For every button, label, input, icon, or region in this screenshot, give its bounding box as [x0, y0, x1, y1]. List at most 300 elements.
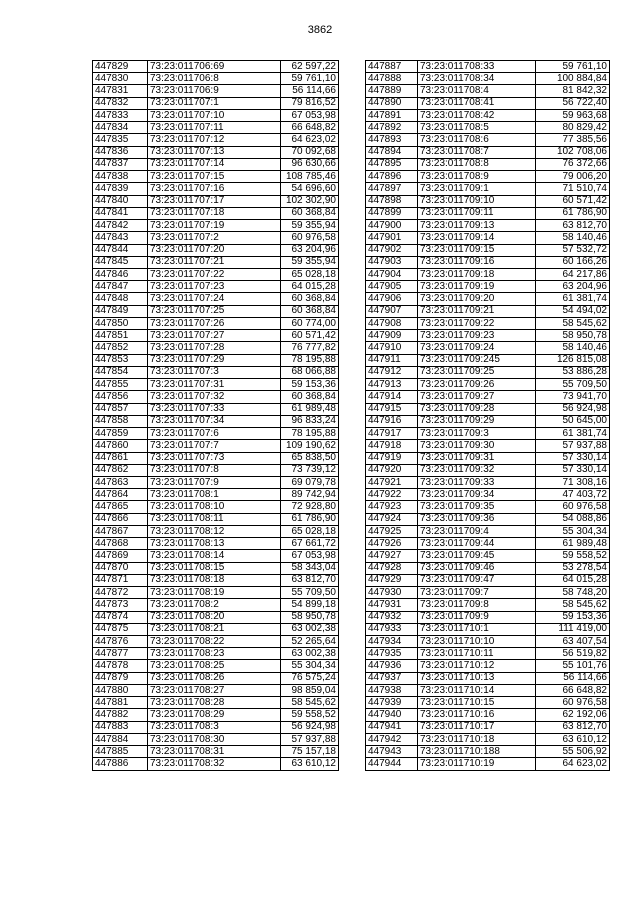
- table-row: [366, 354, 610, 366]
- cadastral-value: 66 648,82: [281, 122, 339, 134]
- cadastral-value: 77 385,56: [536, 134, 610, 146]
- cadastral-value: 54 494,02: [536, 305, 610, 317]
- table-row: [93, 268, 339, 280]
- table-row: [366, 513, 610, 525]
- cadastral-number: 73:23:011709:3: [418, 428, 536, 440]
- row-number: 447934: [366, 636, 418, 648]
- cadastral-value: 80 829,42: [536, 122, 610, 134]
- cadastral-number: 73:23:011707:73: [148, 452, 281, 464]
- table-row: [93, 109, 339, 121]
- table-row: [93, 146, 339, 158]
- cadastral-number: 73:23:011709:18: [418, 268, 536, 280]
- cadastral-value: 58 950,78: [281, 611, 339, 623]
- cadastral-number: 73:23:011707:10: [148, 109, 281, 121]
- table-row: [366, 305, 610, 317]
- cadastral-value: 59 355,94: [281, 220, 339, 232]
- cadastral-number: 73:23:011709:28: [418, 403, 536, 415]
- cadastral-number: 73:23:011707:11: [148, 122, 281, 134]
- cadastral-number: 73:23:011708:13: [148, 538, 281, 550]
- cadastral-number: 73:23:011708:31: [148, 746, 281, 758]
- cadastral-number: 73:23:011709:7: [418, 587, 536, 599]
- table-row: [93, 440, 339, 452]
- cadastral-value: 57 330,14: [536, 452, 610, 464]
- row-number: 447923: [366, 501, 418, 513]
- row-number: 447897: [366, 183, 418, 195]
- cadastral-number: 73:23:011709:4: [418, 525, 536, 537]
- cadastral-number: 73:23:011709:47: [418, 574, 536, 586]
- cadastral-number: 73:23:011709:25: [418, 366, 536, 378]
- table-row: [93, 697, 339, 709]
- row-number: 447901: [366, 232, 418, 244]
- cadastral-value: 55 304,34: [536, 525, 610, 537]
- cadastral-value: 63 407,54: [536, 636, 610, 648]
- cadastral-value: 76 575,24: [281, 672, 339, 684]
- cadastral-number: 73:23:011710:12: [418, 660, 536, 672]
- cadastral-number: 73:23:011707:32: [148, 391, 281, 403]
- cadastral-value: 63 204,96: [536, 281, 610, 293]
- cadastral-number: 73:23:011709:22: [418, 317, 536, 329]
- table-row: [93, 403, 339, 415]
- cadastral-value: 58 748,20: [536, 587, 610, 599]
- cadastral-number: 73:23:011708:33: [418, 61, 536, 73]
- cadastral-number: 73:23:011709:20: [418, 293, 536, 305]
- cadastral-value: 63 204,96: [281, 244, 339, 256]
- table-row: [93, 61, 339, 73]
- cadastral-value: 61 989,48: [281, 403, 339, 415]
- table-row: [366, 342, 610, 354]
- cadastral-number: 73:23:011709:31: [418, 452, 536, 464]
- row-number: 447927: [366, 550, 418, 562]
- cadastral-value: 60 774,00: [281, 317, 339, 329]
- cadastral-value: 61 786,90: [536, 207, 610, 219]
- cadastral-number: 73:23:011709:35: [418, 501, 536, 513]
- row-number: 447841: [93, 207, 148, 219]
- cadastral-value: 54 696,60: [281, 183, 339, 195]
- row-number: 447931: [366, 599, 418, 611]
- cadastral-number: 73:23:011709:15: [418, 244, 536, 256]
- cadastral-value: 55 101,76: [536, 660, 610, 672]
- table-row: [93, 513, 339, 525]
- cadastral-number: 73:23:011708:22: [148, 636, 281, 648]
- table-row: [366, 73, 610, 85]
- cadastral-number: 73:23:011710:14: [418, 684, 536, 696]
- cadastral-value: 78 195,88: [281, 354, 339, 366]
- row-number: 447870: [93, 562, 148, 574]
- table-row: [366, 684, 610, 696]
- table-row: [366, 183, 610, 195]
- table-row: [366, 464, 610, 476]
- cadastral-value: 61 381,74: [536, 428, 610, 440]
- table-row: [93, 415, 339, 427]
- cadastral-number: 73:23:011709:44: [418, 538, 536, 550]
- cadastral-value: 58 545,62: [536, 317, 610, 329]
- table-row: [366, 220, 610, 232]
- cadastral-number: 73:23:011709:14: [418, 232, 536, 244]
- table-row: [93, 489, 339, 501]
- cadastral-value: 78 195,88: [281, 428, 339, 440]
- cadastral-value: 100 884,84: [536, 73, 610, 85]
- row-number: 447938: [366, 684, 418, 696]
- row-number: 447830: [93, 73, 148, 85]
- table-row: [366, 415, 610, 427]
- cadastral-number: 73:23:011709:11: [418, 207, 536, 219]
- cadastral-value: 58 545,62: [281, 697, 339, 709]
- cadastral-number: 73:23:011709:46: [418, 562, 536, 574]
- cadastral-number: 73:23:011710:19: [418, 758, 536, 770]
- row-number: 447887: [366, 61, 418, 73]
- cadastral-number: 73:23:011707:6: [148, 428, 281, 440]
- cadastral-number: 73:23:011709:34: [418, 489, 536, 501]
- row-number: 447941: [366, 721, 418, 733]
- cadastral-value: 67 661,72: [281, 538, 339, 550]
- cadastral-value: 63 812,70: [536, 721, 610, 733]
- row-number: 447861: [93, 452, 148, 464]
- cadastral-number: 73:23:011706:9: [148, 85, 281, 97]
- table-row: [366, 317, 610, 329]
- table-row: [93, 134, 339, 146]
- cadastral-value: 71 510,74: [536, 183, 610, 195]
- row-number: 447882: [93, 709, 148, 721]
- row-number: 447884: [93, 733, 148, 745]
- cadastral-number: 73:23:011708:12: [148, 525, 281, 537]
- cadastral-value: 53 886,28: [536, 366, 610, 378]
- table-row: [366, 599, 610, 611]
- cadastral-value: 63 002,38: [281, 648, 339, 660]
- row-number: 447930: [366, 587, 418, 599]
- row-number: 447829: [93, 61, 148, 73]
- cadastral-value: 59 558,52: [536, 550, 610, 562]
- table-row: [366, 379, 610, 391]
- table-row: [366, 636, 610, 648]
- row-number: 447863: [93, 476, 148, 488]
- row-number: 447929: [366, 574, 418, 586]
- cadastral-number: 73:23:011710:10: [418, 636, 536, 648]
- row-number: 447937: [366, 672, 418, 684]
- row-number: 447917: [366, 428, 418, 440]
- cadastral-number: 73:23:011709:245: [418, 354, 536, 366]
- row-number: 447833: [93, 109, 148, 121]
- cadastral-value: 59 558,52: [281, 709, 339, 721]
- row-number: 447873: [93, 599, 148, 611]
- table-row: [366, 109, 610, 121]
- row-number: 447853: [93, 354, 148, 366]
- table-row: [93, 709, 339, 721]
- row-number: 447926: [366, 538, 418, 550]
- cadastral-number: 73:23:011710:1: [418, 623, 536, 635]
- table-row: [366, 501, 610, 513]
- table-row: [366, 525, 610, 537]
- table-row: [93, 525, 339, 537]
- cadastral-value: 57 330,14: [536, 464, 610, 476]
- cadastral-number: 73:23:011707:23: [148, 281, 281, 293]
- cadastral-value: 60 368,84: [281, 391, 339, 403]
- cadastral-number: 73:23:011708:18: [148, 574, 281, 586]
- table-row: [93, 452, 339, 464]
- cadastral-number: 73:23:011707:9: [148, 476, 281, 488]
- row-number: 447877: [93, 648, 148, 660]
- row-number: 447939: [366, 697, 418, 709]
- row-number: 447855: [93, 379, 148, 391]
- row-number: 447905: [366, 281, 418, 293]
- table-row: [366, 391, 610, 403]
- table-row: [366, 538, 610, 550]
- cadastral-value: 63 002,38: [281, 623, 339, 635]
- cadastral-value: 63 610,12: [536, 733, 610, 745]
- row-number: 447859: [93, 428, 148, 440]
- row-number: 447913: [366, 379, 418, 391]
- cadastral-number: 73:23:011707:26: [148, 317, 281, 329]
- cadastral-value: 64 015,28: [281, 281, 339, 293]
- row-number: 447844: [93, 244, 148, 256]
- cadastral-value: 60 976,58: [536, 697, 610, 709]
- cadastral-number: 73:23:011707:20: [148, 244, 281, 256]
- table-row: [366, 207, 610, 219]
- table-row: [93, 195, 339, 207]
- cadastral-value: 60 368,84: [281, 293, 339, 305]
- table-row: [366, 611, 610, 623]
- row-number: 447883: [93, 721, 148, 733]
- cadastral-value: 79 816,52: [281, 97, 339, 109]
- cadastral-number: 73:23:011710:16: [418, 709, 536, 721]
- row-number: 447902: [366, 244, 418, 256]
- cadastral-number: 73:23:011707:27: [148, 330, 281, 342]
- cadastral-number: 73:23:011708:32: [148, 758, 281, 770]
- cadastral-number: 73:23:011708:21: [148, 623, 281, 635]
- row-number: 447835: [93, 134, 148, 146]
- row-number: 447866: [93, 513, 148, 525]
- cadastral-value: 55 709,50: [281, 587, 339, 599]
- row-number: 447922: [366, 489, 418, 501]
- cadastral-value: 56 114,66: [281, 85, 339, 97]
- table-row: [366, 489, 610, 501]
- table-row: [93, 599, 339, 611]
- cadastral-number: 73:23:011708:5: [418, 122, 536, 134]
- cadastral-value: 65 028,18: [281, 268, 339, 280]
- row-number: 447915: [366, 403, 418, 415]
- cadastral-value: 58 950,78: [536, 330, 610, 342]
- cadastral-value: 126 815,08: [536, 354, 610, 366]
- table-row: [93, 342, 339, 354]
- table-row: [366, 574, 610, 586]
- cadastral-number: 73:23:011707:14: [148, 158, 281, 170]
- table-row: [93, 220, 339, 232]
- row-number: 447900: [366, 220, 418, 232]
- row-number: 447848: [93, 293, 148, 305]
- table-right: [365, 60, 610, 771]
- row-number: 447834: [93, 122, 148, 134]
- cadastral-number: 73:23:011708:23: [148, 648, 281, 660]
- table-row: [93, 476, 339, 488]
- row-number: 447936: [366, 660, 418, 672]
- cadastral-value: 67 053,98: [281, 550, 339, 562]
- row-number: 447879: [93, 672, 148, 684]
- row-number: 447843: [93, 232, 148, 244]
- row-number: 447940: [366, 709, 418, 721]
- cadastral-number: 73:23:011707:22: [148, 268, 281, 280]
- cadastral-value: 73 739,12: [281, 464, 339, 476]
- row-number: 447867: [93, 525, 148, 537]
- cadastral-number: 73:23:011708:25: [148, 660, 281, 672]
- cadastral-number: 73:23:011706:69: [148, 61, 281, 73]
- row-number: 447943: [366, 746, 418, 758]
- cadastral-number: 73:23:011707:29: [148, 354, 281, 366]
- table-row: [366, 440, 610, 452]
- cadastral-number: 73:23:011708:11: [148, 513, 281, 525]
- cadastral-value: 102 302,90: [281, 195, 339, 207]
- cadastral-number: 73:23:011708:9: [418, 171, 536, 183]
- cadastral-number: 73:23:011710:13: [418, 672, 536, 684]
- row-number: 447886: [93, 758, 148, 770]
- cadastral-value: 60 976,58: [281, 232, 339, 244]
- cadastral-number: 73:23:011707:24: [148, 293, 281, 305]
- cadastral-number: 73:23:011708:10: [148, 501, 281, 513]
- cadastral-number: 73:23:011709:9: [418, 611, 536, 623]
- table-row: [366, 244, 610, 256]
- table-row: [93, 562, 339, 574]
- cadastral-value: 54 899,18: [281, 599, 339, 611]
- row-number: 447839: [93, 183, 148, 195]
- cadastral-number: 73:23:011708:28: [148, 697, 281, 709]
- cadastral-value: 58 343,04: [281, 562, 339, 574]
- row-number: 447932: [366, 611, 418, 623]
- table-left: [92, 60, 339, 771]
- cadastral-value: 96 833,24: [281, 415, 339, 427]
- cadastral-value: 54 088,86: [536, 513, 610, 525]
- row-number: 447921: [366, 476, 418, 488]
- cadastral-number: 73:23:011707:28: [148, 342, 281, 354]
- table-row: [93, 391, 339, 403]
- table-row: [93, 330, 339, 342]
- cadastral-number: 73:23:011709:26: [418, 379, 536, 391]
- table-row: [366, 171, 610, 183]
- cadastral-number: 73:23:011709:13: [418, 220, 536, 232]
- row-number: 447831: [93, 85, 148, 97]
- cadastral-value: 61 989,48: [536, 538, 610, 550]
- cadastral-value: 108 785,46: [281, 171, 339, 183]
- table-row: [93, 464, 339, 476]
- cadastral-value: 56 722,40: [536, 97, 610, 109]
- row-number: 447858: [93, 415, 148, 427]
- table-row: [93, 366, 339, 378]
- row-number: 447893: [366, 134, 418, 146]
- table-row: [366, 623, 610, 635]
- table-row: [366, 158, 610, 170]
- cadastral-number: 73:23:011707:2: [148, 232, 281, 244]
- row-number: 447908: [366, 317, 418, 329]
- row-number: 447920: [366, 464, 418, 476]
- cadastral-value: 59 153,36: [281, 379, 339, 391]
- table-row: [93, 207, 339, 219]
- cadastral-value: 56 519,82: [536, 648, 610, 660]
- cadastral-value: 75 157,18: [281, 746, 339, 758]
- cadastral-value: 64 217,86: [536, 268, 610, 280]
- cadastral-value: 57 937,88: [536, 440, 610, 452]
- row-number: 447880: [93, 684, 148, 696]
- row-number: 447935: [366, 648, 418, 660]
- table-row: [366, 134, 610, 146]
- cadastral-number: 73:23:011707:7: [148, 440, 281, 452]
- cadastral-value: 60 976,58: [536, 501, 610, 513]
- cadastral-value: 60 571,42: [281, 330, 339, 342]
- cadastral-number: 73:23:011708:34: [418, 73, 536, 85]
- cadastral-number: 73:23:011709:36: [418, 513, 536, 525]
- cadastral-value: 58 140,46: [536, 342, 610, 354]
- row-number: 447837: [93, 158, 148, 170]
- cadastral-number: 73:23:011709:30: [418, 440, 536, 452]
- table-row: [366, 587, 610, 599]
- table-row: [366, 232, 610, 244]
- table-row: [366, 660, 610, 672]
- table-row: [93, 281, 339, 293]
- cadastral-number: 73:23:011709:10: [418, 195, 536, 207]
- cadastral-number: 73:23:011707:17: [148, 195, 281, 207]
- cadastral-number: 73:23:011707:8: [148, 464, 281, 476]
- row-number: 447836: [93, 146, 148, 158]
- table-row: [366, 97, 610, 109]
- row-number: 447889: [366, 85, 418, 97]
- row-number: 447933: [366, 623, 418, 635]
- row-number: 447885: [93, 746, 148, 758]
- table-row: [93, 122, 339, 134]
- table-row: [93, 684, 339, 696]
- cadastral-value: 52 265,64: [281, 636, 339, 648]
- row-number: 447865: [93, 501, 148, 513]
- cadastral-value: 50 645,00: [536, 415, 610, 427]
- row-number: 447899: [366, 207, 418, 219]
- table-row: [93, 293, 339, 305]
- cadastral-value: 57 532,72: [536, 244, 610, 256]
- cadastral-value: 96 630,66: [281, 158, 339, 170]
- table-row: [366, 562, 610, 574]
- cadastral-number: 73:23:011708:26: [148, 672, 281, 684]
- row-number: 447875: [93, 623, 148, 635]
- cadastral-value: 76 372,66: [536, 158, 610, 170]
- table-row: [366, 672, 610, 684]
- cadastral-value: 109 190,62: [281, 440, 339, 452]
- cadastral-value: 89 742,94: [281, 489, 339, 501]
- row-number: 447890: [366, 97, 418, 109]
- row-number: 447888: [366, 73, 418, 85]
- table-row: [366, 195, 610, 207]
- cadastral-value: 60 571,42: [536, 195, 610, 207]
- row-number: 447869: [93, 550, 148, 562]
- cadastral-number: 73:23:011709:45: [418, 550, 536, 562]
- table-row: [366, 733, 610, 745]
- cadastral-value: 64 623,02: [536, 758, 610, 770]
- cadastral-value: 61 786,90: [281, 513, 339, 525]
- row-number: 447871: [93, 574, 148, 586]
- cadastral-number: 73:23:011707:13: [148, 146, 281, 158]
- table-row: [366, 758, 610, 770]
- table-row: [366, 61, 610, 73]
- row-number: 447832: [93, 97, 148, 109]
- table-row: [93, 97, 339, 109]
- cadastral-number: 73:23:011708:42: [418, 109, 536, 121]
- cadastral-number: 73:23:011708:1: [148, 489, 281, 501]
- row-number: 447909: [366, 330, 418, 342]
- row-number: 447860: [93, 440, 148, 452]
- table-row: [93, 305, 339, 317]
- row-number: 447916: [366, 415, 418, 427]
- cadastral-value: 59 761,10: [536, 61, 610, 73]
- table-row: [93, 428, 339, 440]
- table-row: [366, 476, 610, 488]
- table-row: [93, 648, 339, 660]
- cadastral-number: 73:23:011709:23: [418, 330, 536, 342]
- cadastral-number: 73:23:011709:8: [418, 599, 536, 611]
- row-number: 447928: [366, 562, 418, 574]
- cadastral-number: 73:23:011707:25: [148, 305, 281, 317]
